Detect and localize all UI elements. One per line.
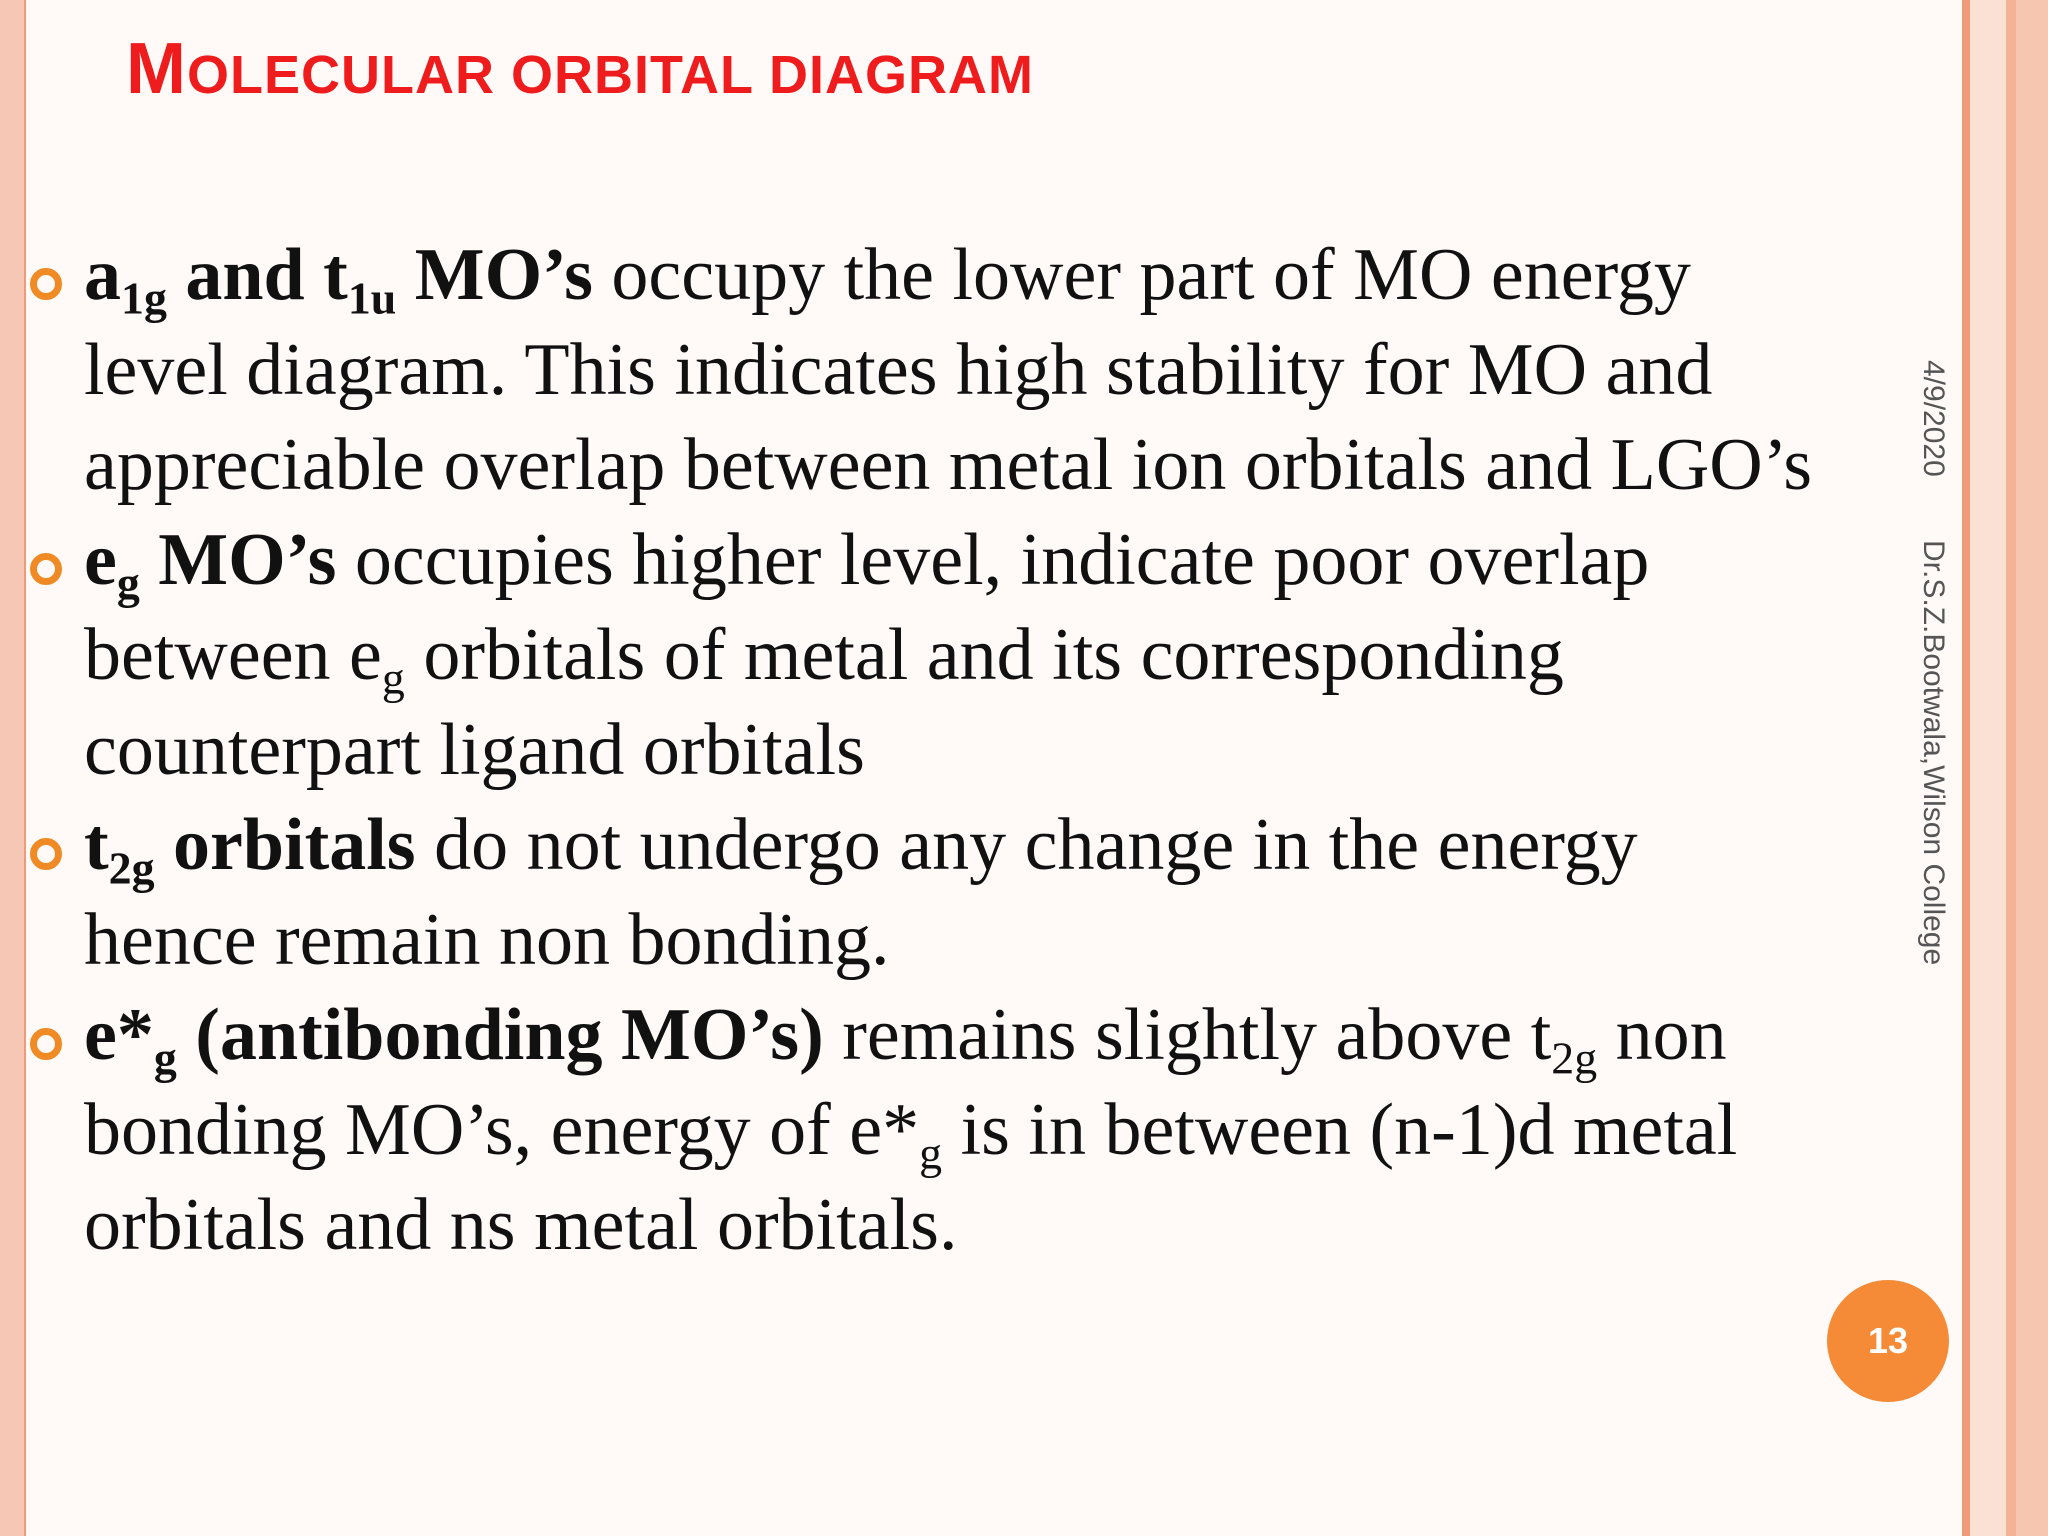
right-border-band	[2016, 0, 2048, 1536]
subscript: 2g	[1551, 1032, 1598, 1084]
body-text: bonding MO’s, energy of e*	[84, 1089, 920, 1171]
body-text: is in between (n-1)d metal	[942, 1089, 1738, 1171]
title-rest: OLECULAR ORBITAL DIAGRAM	[186, 45, 1034, 105]
body-text: occupies higher level, indicate poor overlap	[336, 519, 1650, 601]
bold-text: e	[84, 519, 117, 601]
slide-title	[126, 28, 1034, 110]
bullet-line	[84, 703, 1904, 798]
body-text: remains slightly above t	[823, 994, 1552, 1076]
body-text: hence remain non bonding.	[84, 899, 890, 981]
subscript: g	[919, 1127, 943, 1179]
page-number-badge: 13	[1827, 1280, 1949, 1402]
right-border-band	[2006, 0, 2016, 1536]
bullet-line	[84, 1178, 1904, 1273]
body-text: between e	[84, 614, 382, 696]
bold-text: (antibonding MO’s)	[176, 994, 824, 1076]
bullet-line	[84, 608, 1904, 703]
right-border-band	[1962, 0, 1970, 1536]
subscript: 1u	[347, 272, 397, 324]
bullet-line	[84, 798, 1904, 893]
bullet-line	[84, 893, 1904, 988]
subscript: g	[153, 1032, 177, 1084]
bold-text: MO’s	[139, 519, 337, 601]
bullet-item	[24, 798, 1904, 988]
body-text: occupy the lower part of MO energy	[592, 234, 1691, 316]
right-border-band	[1970, 0, 2006, 1536]
date-text: 4/9/2020	[1917, 360, 1950, 477]
bullet-item	[24, 513, 1904, 798]
left-border-rule	[0, 0, 26, 1536]
body-text: appreciable overlap between metal ion orbitals and LGO’s	[84, 424, 1813, 506]
bullet-line	[84, 323, 1904, 418]
title-initial: M	[126, 29, 187, 109]
bullet-line	[84, 228, 1904, 323]
body-text: orbitals and ns metal orbitals.	[84, 1184, 958, 1266]
body-text: orbitals of metal and its corresponding	[404, 614, 1564, 696]
bullet-line	[84, 418, 1904, 513]
body-text: non	[1597, 994, 1727, 1076]
bullet-ring-icon	[30, 838, 62, 870]
bullet-list	[24, 228, 1904, 1273]
subscript: 2g	[108, 842, 155, 894]
bullet-line	[84, 1083, 1904, 1178]
body-text: do not undergo any change in the energy	[434, 804, 1638, 886]
author-text: Dr.S.Z.Bootwala,Wilson College	[1917, 540, 1950, 966]
bullet-ring-icon	[30, 268, 62, 300]
bold-text: e*	[84, 994, 154, 1076]
subscript: g	[116, 557, 140, 609]
bullet-line	[84, 988, 1904, 1083]
bold-text: t	[84, 804, 109, 886]
body-text: counterpart ligand orbitals	[84, 709, 865, 791]
bold-text: MO’s	[396, 234, 593, 316]
body-text: level diagram. This indicates high stability for MO and	[84, 329, 1713, 411]
bullet-item	[24, 228, 1904, 513]
slide-footer-author	[1918, 540, 1958, 1240]
bullet-line	[84, 513, 1904, 608]
bullet-ring-icon	[30, 1028, 62, 1060]
subscript: g	[381, 652, 405, 704]
bullet-ring-icon	[30, 553, 62, 585]
bold-text: a	[84, 234, 121, 316]
bold-text: and t	[166, 234, 348, 316]
subscript: 1g	[121, 272, 167, 324]
bullet-item	[24, 988, 1904, 1273]
bold-text: orbitals	[154, 804, 435, 886]
